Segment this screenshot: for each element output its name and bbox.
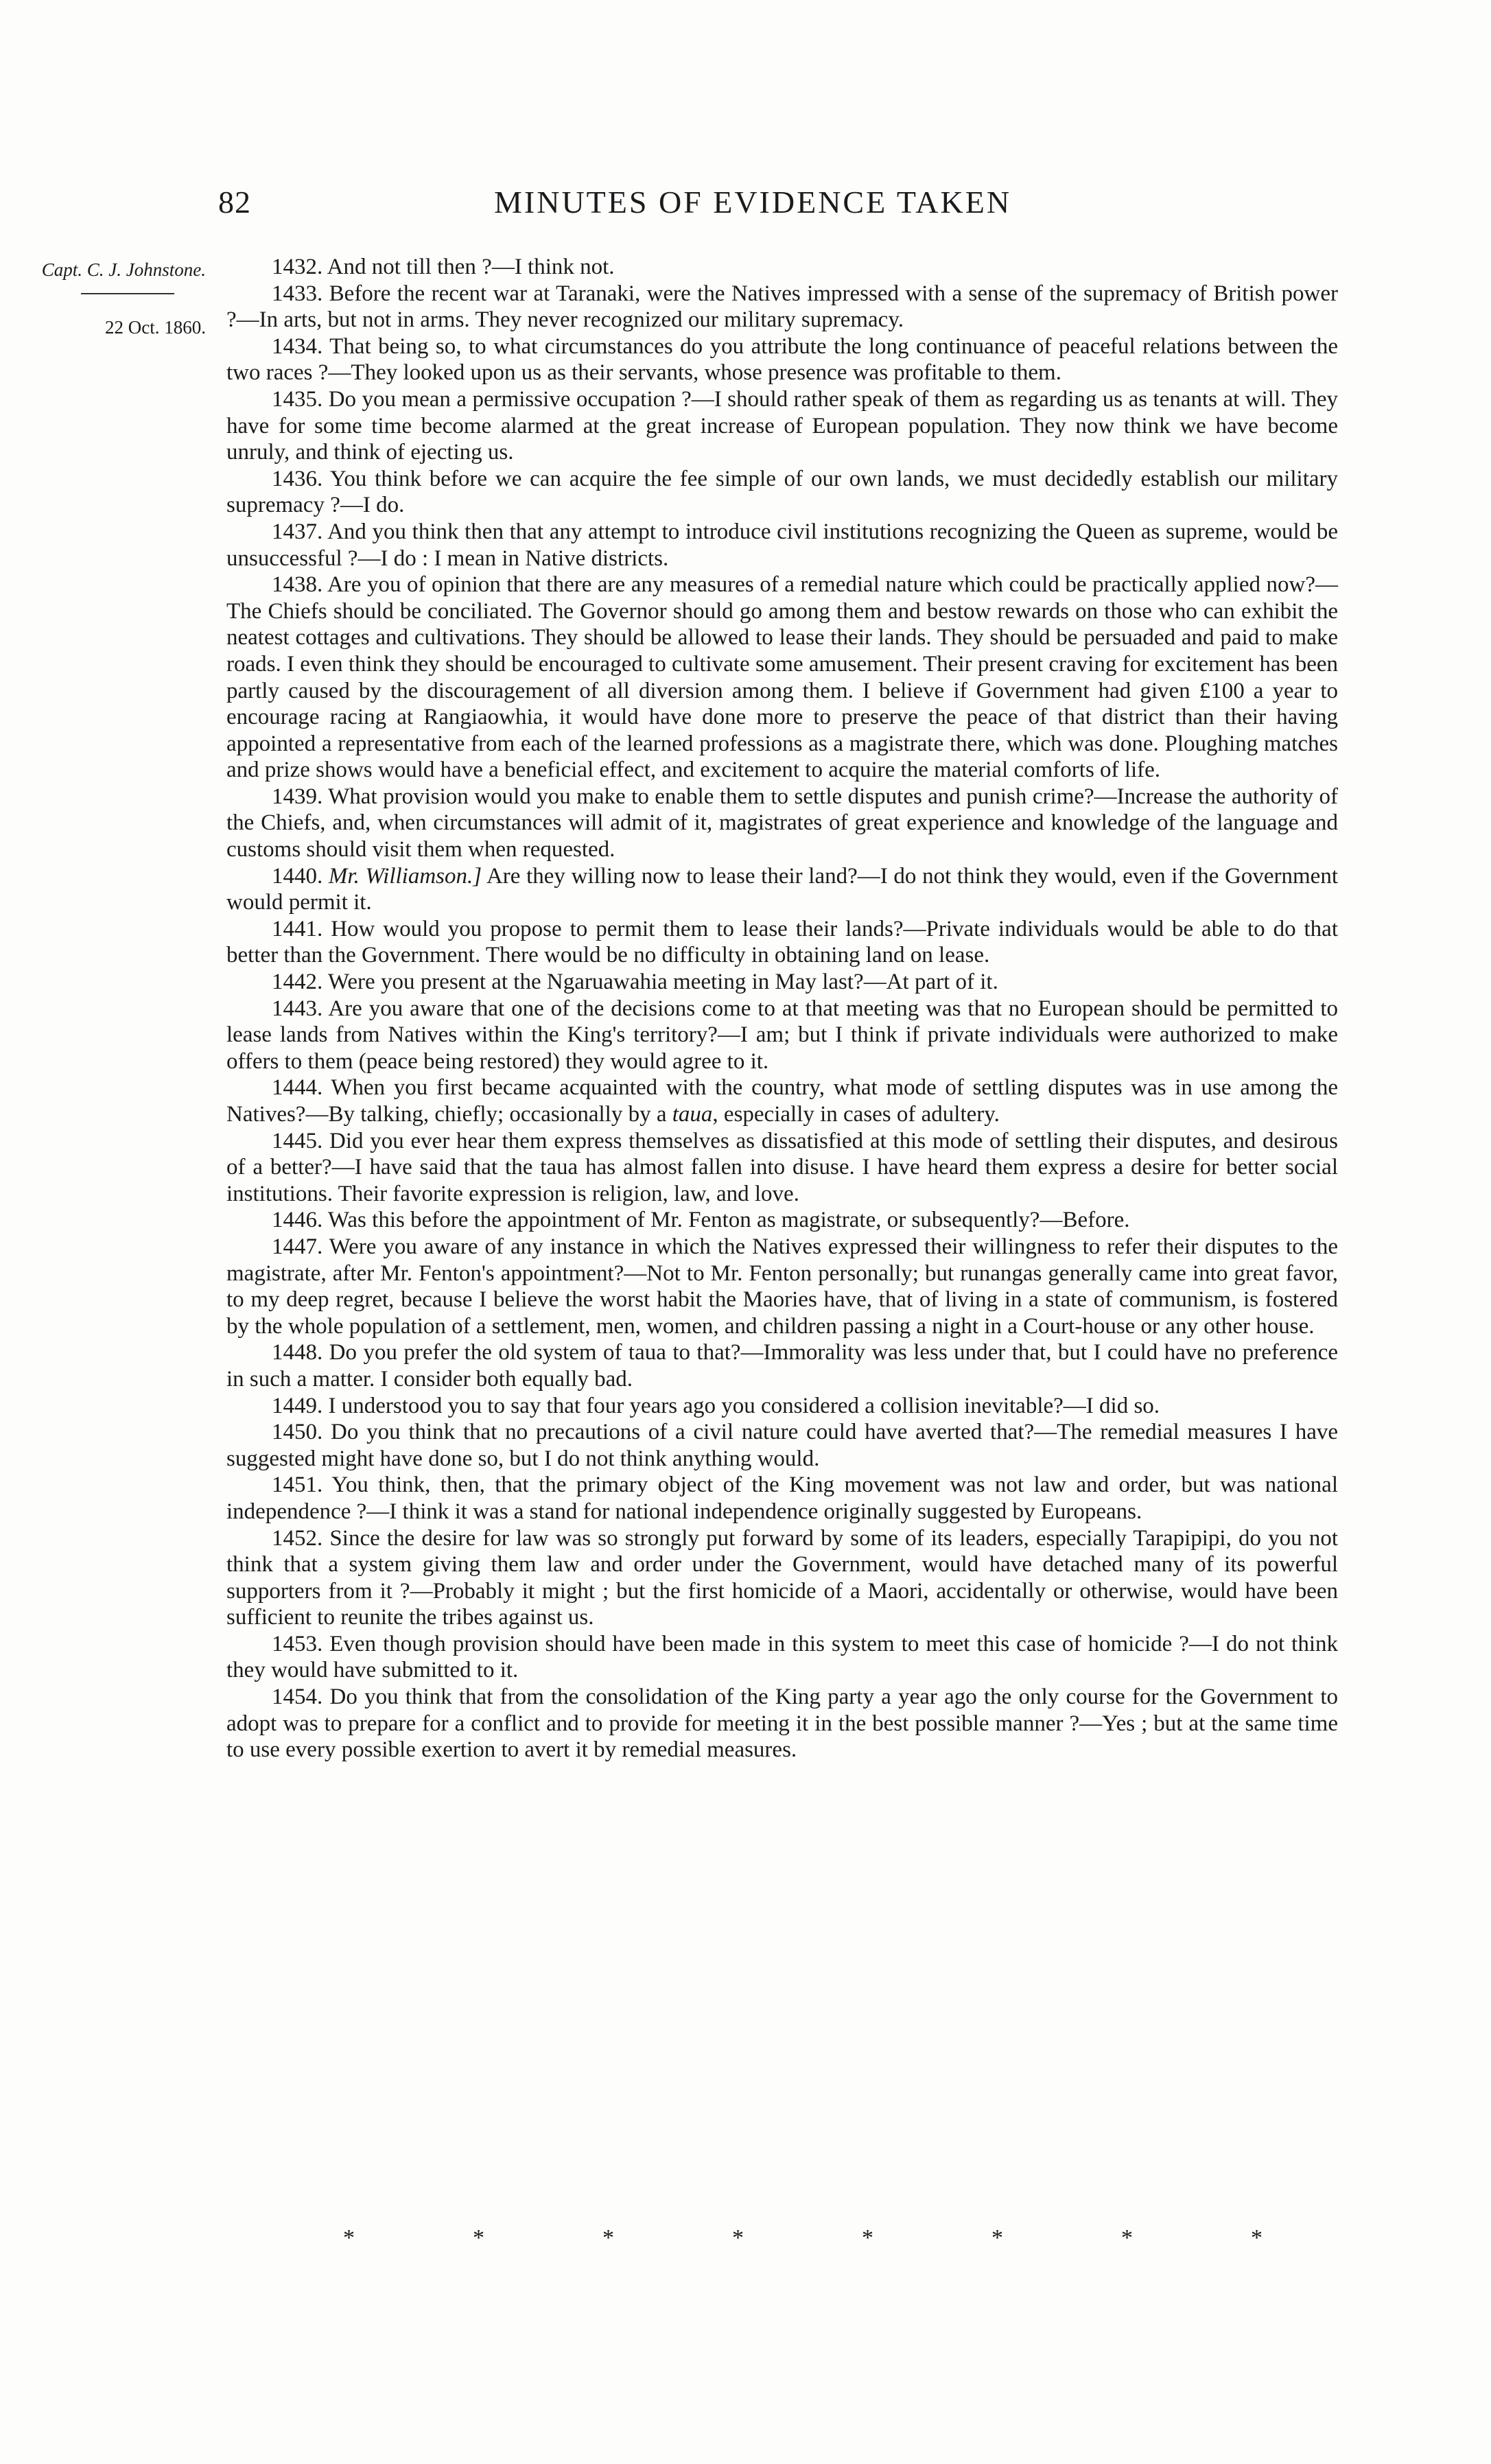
star: * — [862, 2225, 873, 2251]
margin-date: 22 Oct. 1860. — [105, 317, 206, 338]
question-1433: 1433. Before the recent war at Taranaki, were the Natives impressed with a sense of the supremacy of British power ?—In arts, but not in arms. They never recognized our military supremacy. — [226, 281, 1338, 333]
question-1450: 1450. Do you think that no precautions of a civil nature could have averted that?—The remedial measures I have suggested might have done so, but I do not think anything would. — [226, 1420, 1338, 1471]
question-1444-taua: taua — [672, 1102, 713, 1127]
star: * — [343, 2225, 355, 2251]
question-1439: 1439. What provision would you make to enable them to settle disputes and punish crime?—Increase the authority of the Chiefs, and, when circumstances will admit of it, magistrates of great experience and knowledge of the language and customs should visit them when requested. — [226, 784, 1338, 863]
question-1453: 1453. Even though provision should have been made in this system to meet this case of homicide ?—I do not think they would have submitted to it. — [226, 1631, 1338, 1683]
question-1434: 1434. That being so, to what circumstances do you attribute the long continuance of peaceful relations between the two races ?—They looked upon us as their servants, whose presence was profitable to them. — [226, 333, 1338, 386]
question-1449: 1449. I understood you to say that four years ago you considered a collision inevitable?—I did so. — [272, 1393, 1160, 1418]
star: * — [1251, 2225, 1263, 2251]
evidence-body — [226, 254, 1338, 1763]
margin-witness-name: Capt. C. J. Johnstone. — [41, 259, 206, 280]
star: * — [602, 2225, 614, 2251]
question-1446: 1446. Was this before the appointment of Mr. Fenton as magistrate, or subsequently?—Before. — [272, 1208, 1130, 1233]
question-1441: 1441. How would you propose to permit them to lease their lands?—Private individuals would be able to do that better than the Government. There would be no difficulty in obtaining land on lease. — [226, 916, 1338, 968]
question-1435: 1435. Do you mean a permissive occupation ?—I should rather speak of them as regarding us as tenants at will. They have for some time become alarmed at the great increase of European population. They now think we have become unruly, and think of ejecting us. — [226, 386, 1338, 465]
question-1437: 1437. And you think then that any attempt to introduce civil institutions recognizing the Queen as supreme, would be unsuccessful ?—I do : I mean in Native districts. — [226, 519, 1338, 571]
question-1436: 1436. You think before we can acquire the fee simple of our own lands, we must decidedly establish our military supremacy ?—I do. — [226, 466, 1338, 518]
question-1432: 1432. And not till then ?—I think not. — [272, 255, 615, 279]
question-1442: 1442. Were you present at the Ngaruawahia meeting in May last?—At part of it. — [272, 970, 998, 995]
question-1444 — [226, 1075, 1338, 1127]
question-1454: 1454. Do you think that from the consolidation of the King party a year ago the only course for the Government to adopt was to prepare for a conflict and to provide for meeting it in the best possible manner ?—Yes ; but at the same time to use every possible exertion to avert it by remedial measures. — [226, 1685, 1338, 1763]
star: * — [991, 2225, 1003, 2251]
question-1447: 1447. Were you aware of any instance in which the Natives expressed their willingness to refer their disputes to the magistrate, after Mr. Fenton's appointment?—Not to Mr. Fenton personally; but runangas generally came into great favor, to my deep regret, because I believe the worst habit the Maories have, that of living in a state of communism, is fostered by the whole population of a settlement, men, women, and children passing a night in a Court-house or any other house. — [226, 1234, 1338, 1339]
question-1440-speaker: Mr. Williamson.] — [328, 863, 482, 889]
section-break-stars — [343, 2225, 1263, 2251]
question-1443: 1443. Are you aware that one of the decisions come to at that meeting was that no European should be permitted to lease lands from Natives within the King's territory?—I am; but I think if private individuals were authorized to make offers to them (peace being restored) they would agree to it. — [226, 996, 1338, 1074]
question-1440-number: 1440. — [272, 863, 323, 889]
question-1438: 1438. Are you of opinion that there are any measures of a remedial nature which could be practically applied now?—The Chiefs should be conciliated. The Governor should go among them and bestow rewards on those who can exhibit the neatest cottages and cultivations. They should be allowed to lease their lands. They should be persuaded and paid to make roads. I even think they should be encouraged to cultivate some amusement. Their present craving for excitement has been partly caused by the discouragement of all diversion among them. I believe if Government had given £100 a year to encourage racing at Rangiaowhia, it would have done more to preserve the peace of that district than their having appointed a representative from each of the learned professions as a magistrate there, which was done. Ploughing matches and prize shows would have a beneficial effect, and excitement to acquire the material comforts of life. — [226, 572, 1338, 783]
question-1444-text: 1444. When you first became acquainted with the country, what mode of settling disputes was in use among the Natives?—By talking, chiefly; occasionally by a — [226, 1075, 1338, 1127]
question-1440-text: Are they willing now to lease their land?—I do not think they would, even if the Government would permit it. — [226, 863, 1338, 915]
star: * — [732, 2225, 744, 2251]
page-number: 82 — [218, 185, 251, 220]
question-1448: 1448. Do you prefer the old system of taua to that?—Immorality was less under that, but I could have no preference in such a matter. I consider both equally bad. — [226, 1340, 1338, 1392]
question-1452: 1452. Since the desire for law was so strongly put forward by some of its leaders, especially Tarapipipi, do you not think that a system giving them law and order under the Government, would have detached many of its powerful supporters from it ?—Probably it might ; but the first homicide of a Maori, accidentally or otherwise, would have been sufficient to reunite the tribes against us. — [226, 1525, 1338, 1630]
margin-rule — [81, 293, 174, 294]
question-1451: 1451. You think, then, that the primary object of the King movement was not law and order, but was national independence ?—I think it was a stand for national independence originally suggested by Europeans. — [226, 1472, 1338, 1524]
question-1445: 1445. Did you ever hear them express themselves as dissatisfied at this mode of settling their disputes, and desirous of a better?—I have said that the taua has almost fallen into disuse. I have heard them express a desire for better social institutions. Their favorite expression is religion, law, and love. — [226, 1128, 1338, 1206]
question-1440 — [226, 863, 1338, 916]
star: * — [1121, 2225, 1133, 2251]
star: * — [473, 2225, 484, 2251]
running-head: MINUTES OF EVIDENCE TAKEN — [494, 185, 1012, 220]
question-1444-tail: , especially in cases of adultery. — [712, 1102, 1000, 1127]
